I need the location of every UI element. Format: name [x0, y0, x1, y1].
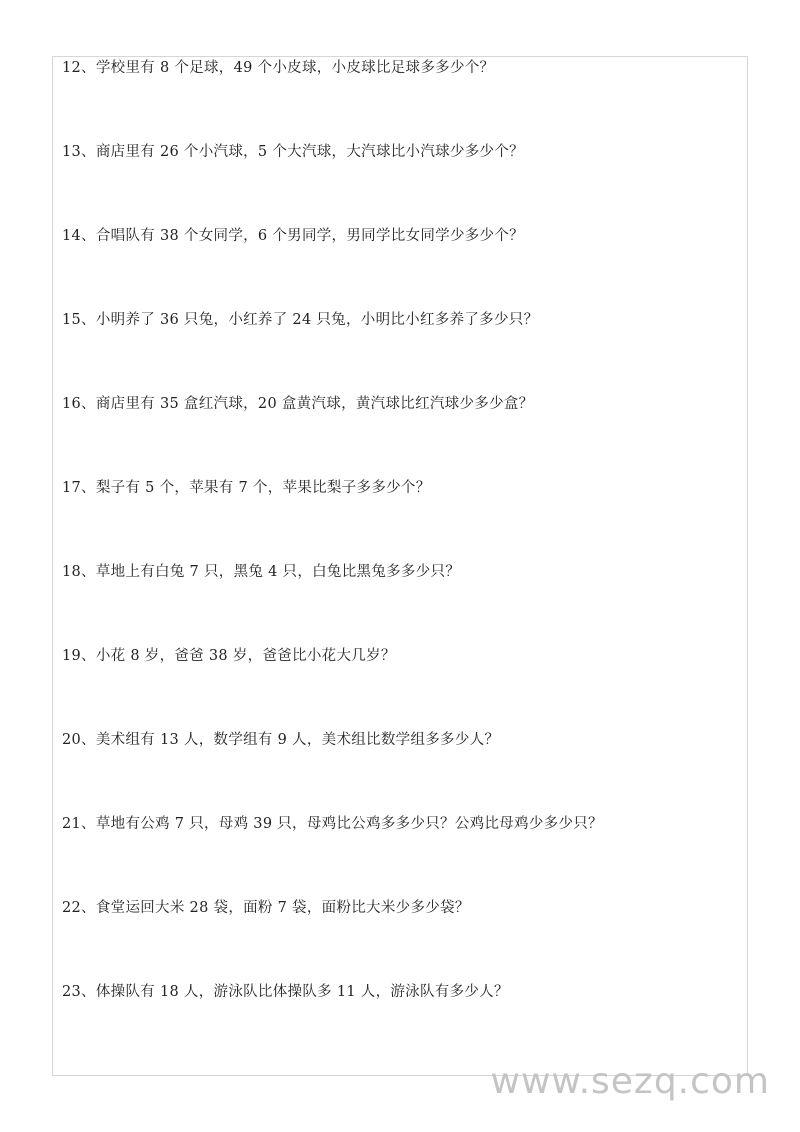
question-23: 23、体操队有 18 人，游泳队比体操队多 11 人，游泳队有多少人？ — [62, 984, 509, 1000]
question-21: 21、草地有公鸡 7 只，母鸡 39 只，母鸡比公鸡多多少只？公鸡比母鸡少多少只？ — [62, 816, 603, 832]
question-17: 17、梨子有 5 个，苹果有 7 个，苹果比梨子多多少个？ — [62, 480, 431, 496]
question-12: 12、学校里有 8 个足球，49 个小皮球，小皮球比足球多多少个？ — [62, 60, 495, 76]
question-19: 19、小花 8 岁，爸爸 38 岁，爸爸比小花大几岁？ — [62, 648, 396, 664]
watermark: www.sezq.com — [490, 1061, 770, 1102]
question-14: 14、合唱队有 38 个女同学，6 个男同学，男同学比女同学少多少个？ — [62, 228, 524, 244]
question-16: 16、商店里有 35 盒红汽球，20 盒黄汽球，黄汽球比红汽球少多少盒？ — [62, 396, 534, 412]
question-20: 20、美术组有 13 人，数学组有 9 人，美术组比数学组多多少人？ — [62, 732, 500, 748]
question-13: 13、商店里有 26 个小汽球，5 个大汽球，大汽球比小汽球少多少个？ — [62, 144, 524, 160]
question-22: 22、食堂运回大米 28 袋，面粉 7 袋，面粉比大米少多少袋？ — [62, 900, 470, 916]
question-15: 15、小明养了 36 只兔，小红养了 24 只兔，小明比小红多养了多少只？ — [62, 312, 539, 328]
question-18: 18、草地上有白兔 7 只，黑兔 4 只，白兔比黑兔多多少只？ — [62, 564, 461, 580]
